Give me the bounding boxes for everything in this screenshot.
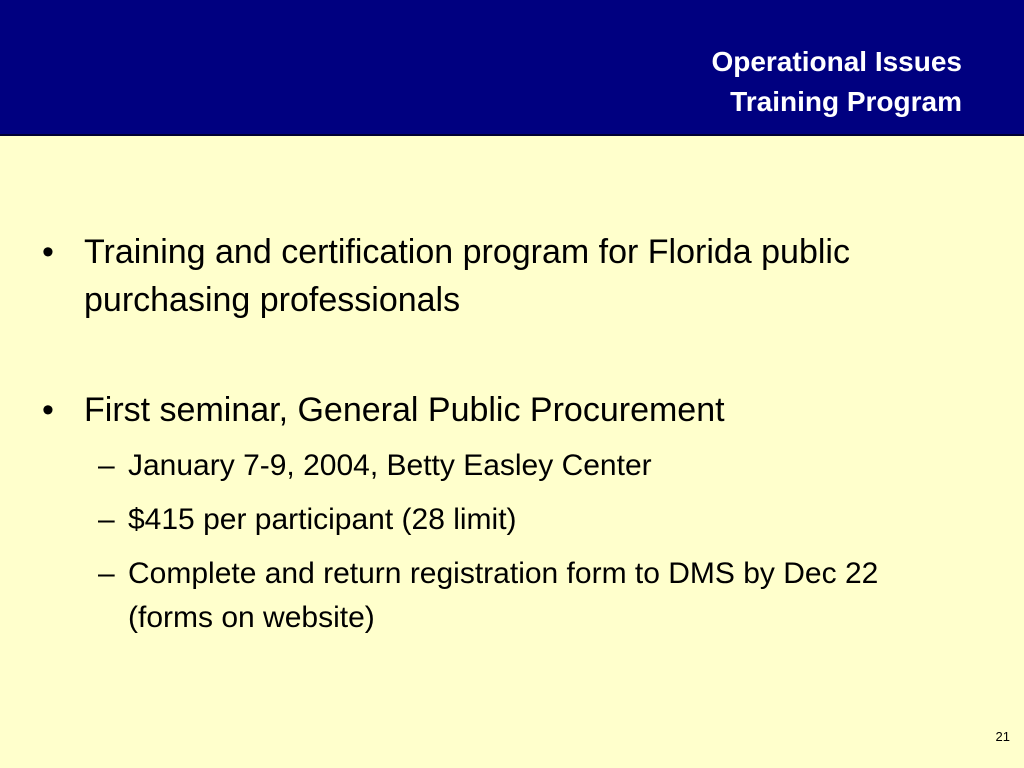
dash-marker: – xyxy=(98,449,115,482)
slide-title xyxy=(711,42,962,122)
slide-header-bar xyxy=(0,0,1024,136)
slide-body xyxy=(42,228,962,640)
dash-marker: – xyxy=(98,503,115,536)
sub-bullet-text: January 7-9, 2004, Betty Easley Center xyxy=(128,449,652,482)
dash-marker: – xyxy=(98,557,115,590)
sub-bullet-item xyxy=(42,444,962,488)
slide-title-line-2: Training Program xyxy=(730,86,962,117)
sub-bullet-item xyxy=(42,552,962,640)
bullet-text: First seminar, General Public Procurement xyxy=(84,391,725,429)
bullet-text: Training and certification program for Florida public purchasing professionals xyxy=(84,233,850,319)
sub-bullet-list xyxy=(42,444,962,640)
page-number: 21 xyxy=(995,729,1010,744)
sub-bullet-text: $415 per participant (28 limit) xyxy=(128,503,517,536)
sub-bullet-text: Complete and return registration form to DMS by Dec 22 (forms on website) xyxy=(128,557,879,634)
bullet-item xyxy=(42,228,962,324)
bullet-marker: • xyxy=(42,233,54,271)
bullet-item xyxy=(42,386,962,434)
bullet-marker: • xyxy=(42,391,54,429)
slide-title-line-1: Operational Issues xyxy=(711,46,962,77)
sub-bullet-item xyxy=(42,498,962,542)
